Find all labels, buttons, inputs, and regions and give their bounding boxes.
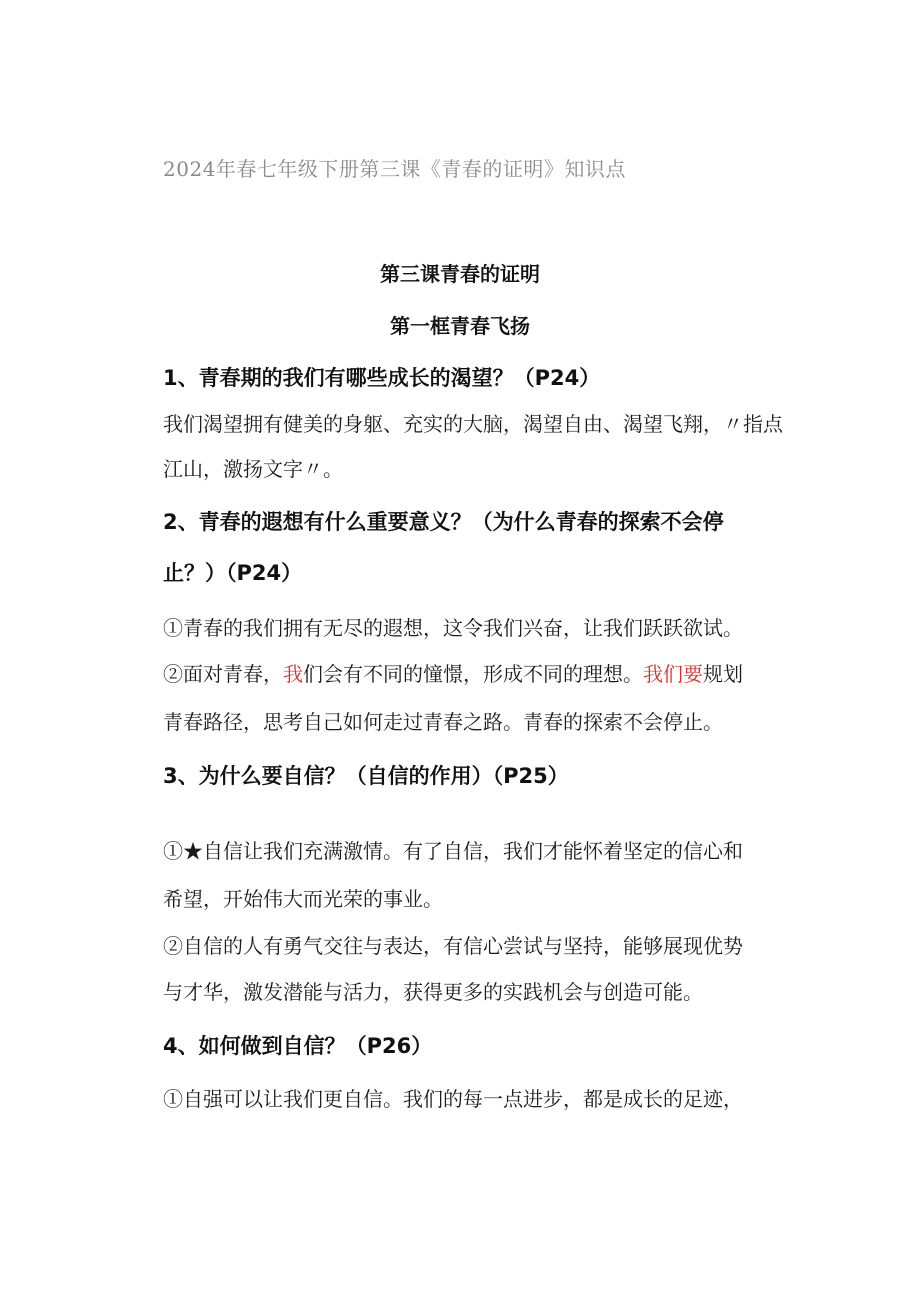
question-1-answer-line: 江山，激扬文字〃。	[163, 457, 343, 481]
question-1-answer-line: 我们渴望拥有健美的身躯、充实的大脑，渴望自由、渴望飞翔，〃指点	[163, 412, 783, 436]
question-3-answer-line: 希望，开始伟大而光荣的事业。	[163, 887, 443, 911]
question-2-heading: 2、青春的遐想有什么重要意义？（为什么青春的探索不会停	[163, 510, 724, 534]
question-2-answer-line	[163, 658, 743, 687]
frame-title: 第一框青春飞扬	[390, 314, 530, 338]
highlighted-text: 我们要	[643, 662, 703, 686]
question-1-heading: 1、青春期的我们有哪些成长的渴望？（P24）	[163, 366, 601, 390]
question-3-answer-line: ②自信的人有勇气交往与表达，有信心尝试与坚持，能够展现优势	[163, 934, 743, 958]
question-3-heading: 3、为什么要自信？（自信的作用）（P25）	[163, 764, 569, 788]
answer-text: 规划	[703, 662, 743, 686]
answer-text: 们会有不同的憧憬，形成不同的理想。	[303, 662, 643, 686]
question-2-heading-continued: 止？）（P24）	[163, 561, 303, 585]
document-header-title: 2024年春七年级下册第三课《青春的证明》知识点	[163, 157, 626, 181]
question-3-answer-line: ①★自信让我们充满激情。有了自信，我们才能怀着坚定的信心和	[163, 839, 743, 863]
answer-text: ②面对青春，	[163, 662, 283, 686]
question-2-answer-line: ①青春的我们拥有无尽的遐想，这令我们兴奋，让我们跃跃欲试。	[163, 616, 743, 640]
question-2-answer-line: 青春路径，思考自己如何走过青春之路。青春的探索不会停止。	[163, 710, 723, 734]
question-4-heading: 4、如何做到自信？（P26）	[163, 1034, 433, 1058]
highlighted-text: 我	[283, 662, 303, 686]
lesson-title: 第三课青春的证明	[380, 262, 540, 286]
question-4-answer-line: ①自强可以让我们更自信。我们的每一点进步，都是成长的足迹，	[163, 1087, 743, 1111]
question-3-answer-line: 与才华，激发潜能与活力，获得更多的实践机会与创造可能。	[163, 980, 703, 1004]
